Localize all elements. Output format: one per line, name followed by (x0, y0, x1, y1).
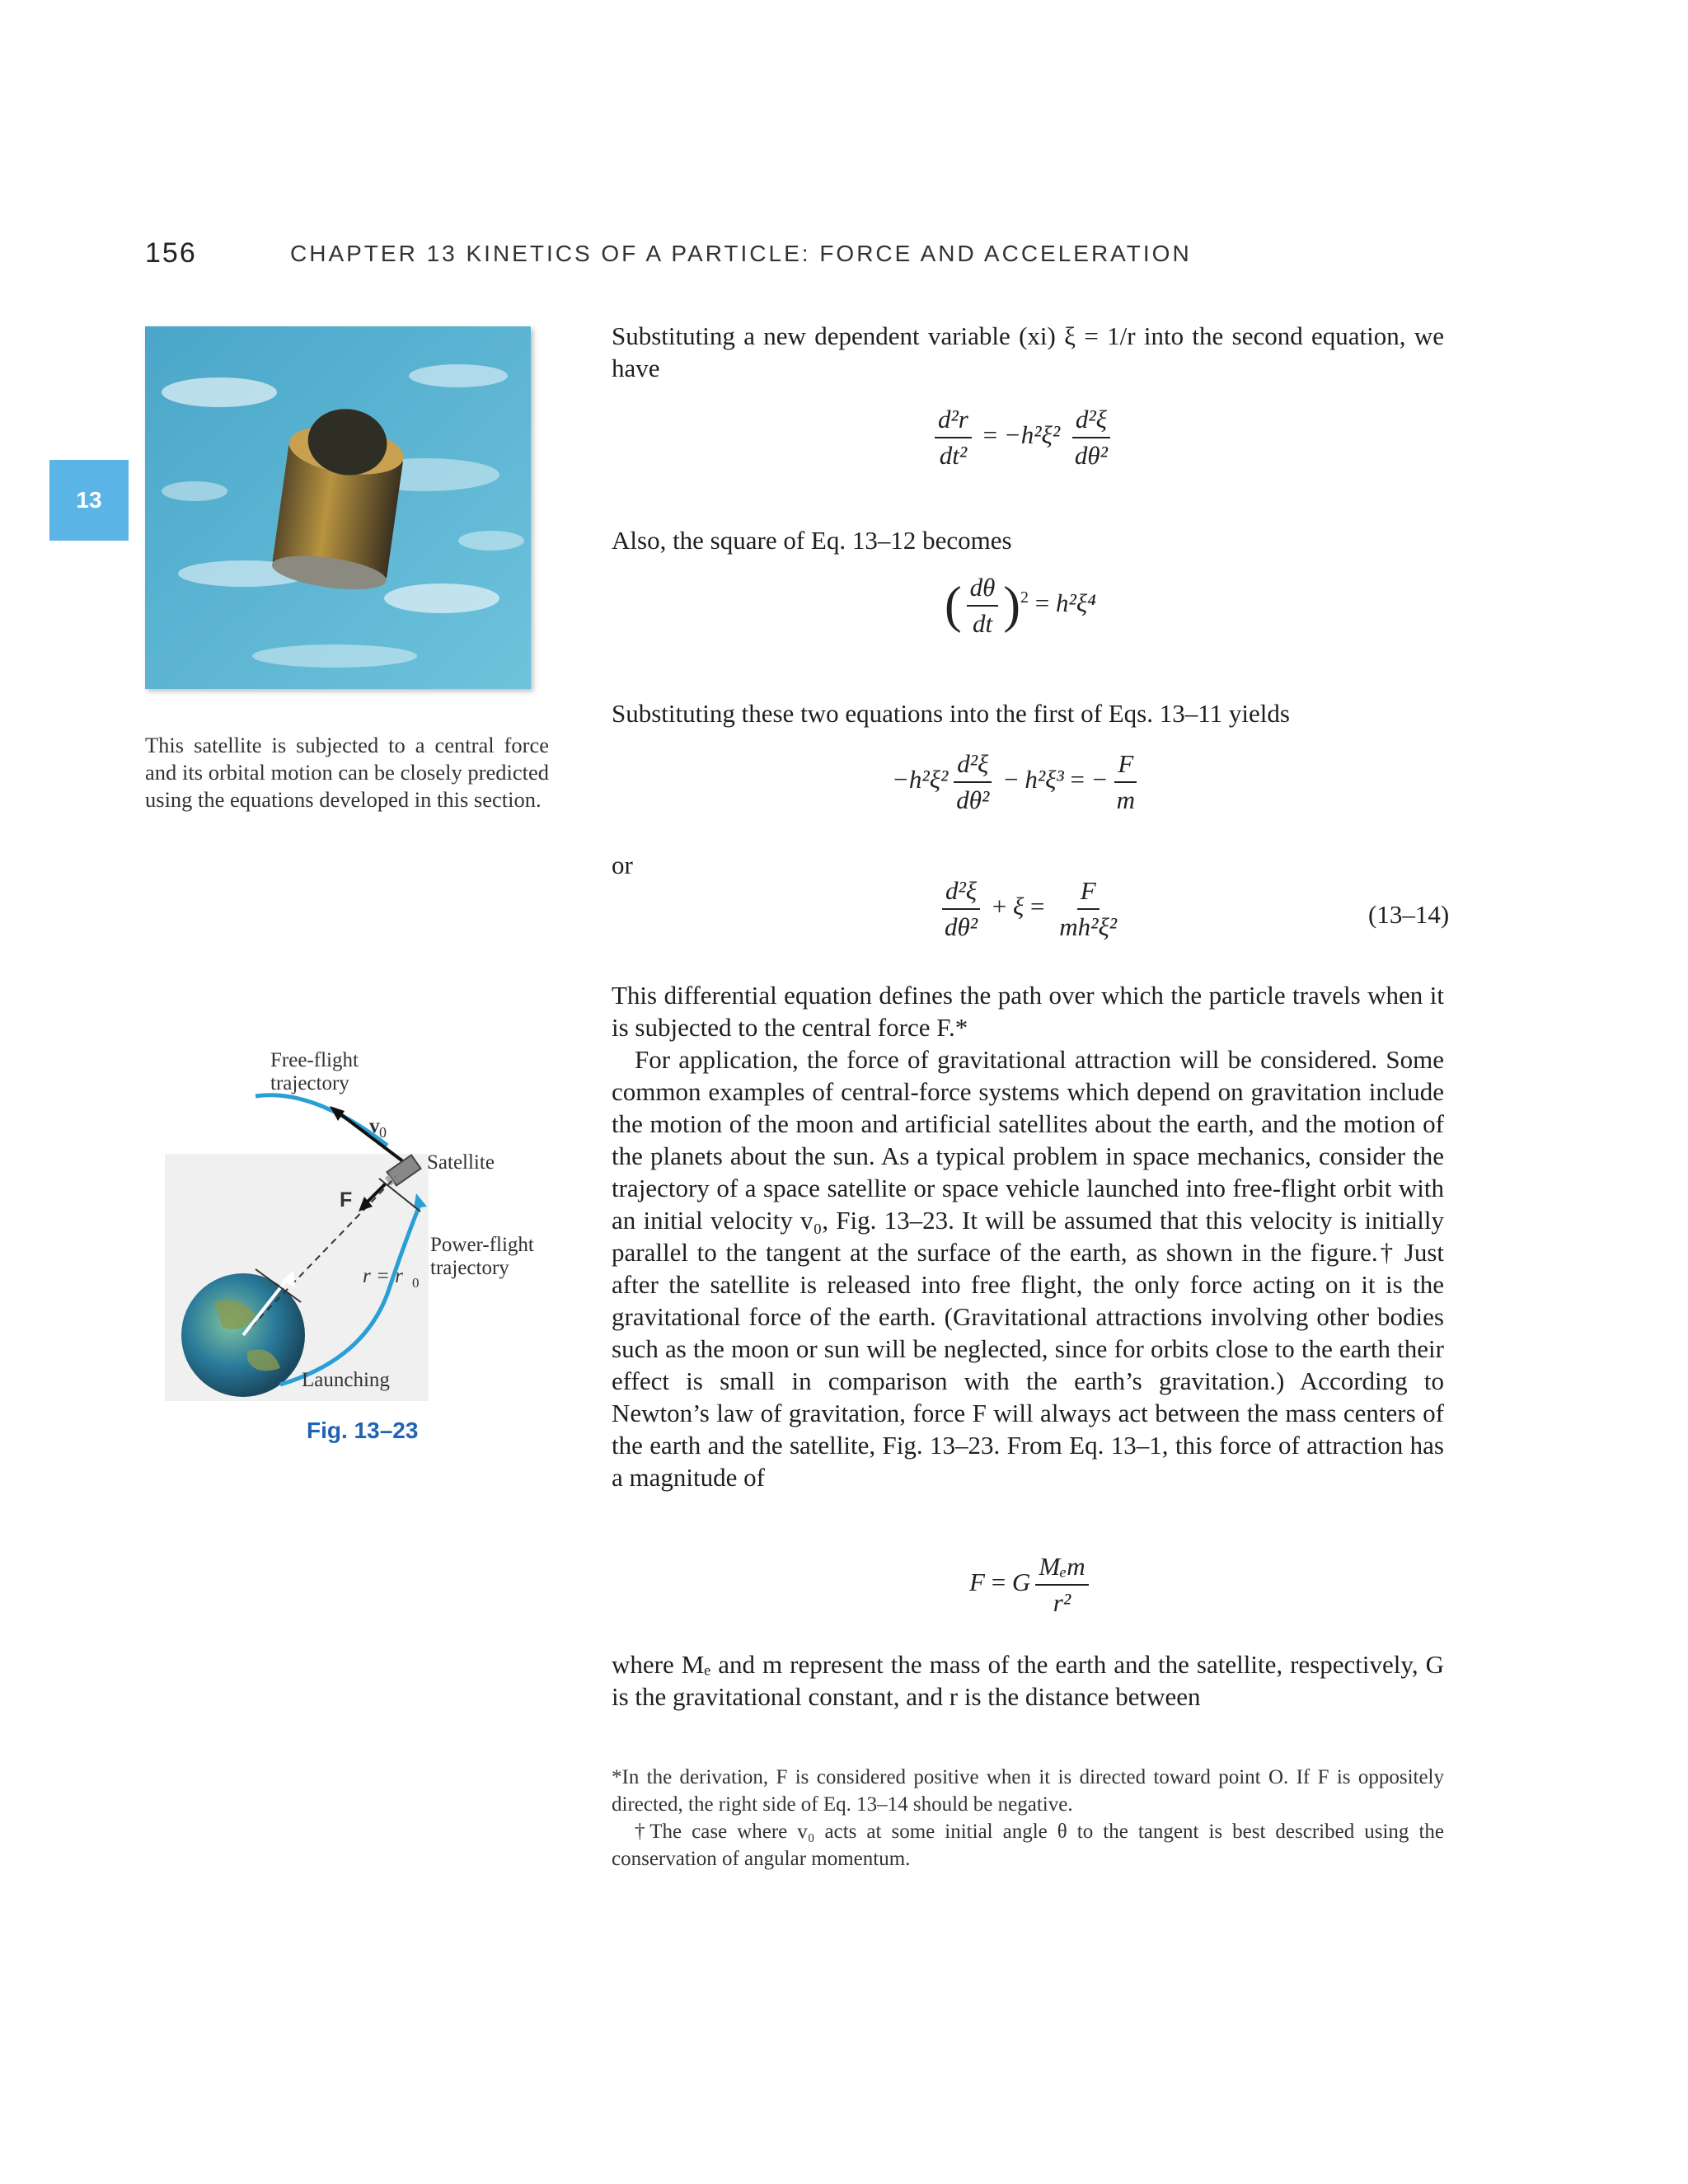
photo-caption: This satellite is subjected to a central force and its orbital motion can be closely predicted using the equations developed in this section. (145, 733, 549, 812)
equation-dtheta-squared: ( $\frac{d\theta}{dt}$ )$^2$ = h²ξ⁴ (945, 573, 1096, 638)
free-flight-label-2: trajectory (270, 1072, 349, 1094)
paragraph-1: Substituting a new dependent variable (xi) ξ = 1/r into the second equation, we have (612, 321, 1444, 382)
power-flight-label-2: trajectory (430, 1257, 509, 1279)
chapter-tab: 13 (49, 460, 129, 541)
force-label: F (340, 1188, 353, 1212)
power-flight-label-1: Power-flight (430, 1234, 534, 1256)
paragraph-2: Also, the square of Eq. 13–12 becomes (612, 526, 1012, 555)
satellite-photo (145, 326, 531, 689)
paragraph-4: This differential equation defines the path over which the particle travels when it is subjected to the central force F.* (612, 981, 1444, 1042)
equation-d2r: $\frac{\text{d²r}}{\text{dt²}}$ = −h²ξ² $\frac{\text{d²ξ}}{\text{dθ²}}$ (930, 404, 1116, 471)
radius-subscript: 0 (412, 1275, 420, 1291)
equation-newton-gravitation: F = G $\frac{\text{Mₑm}}{\text{r²}}$ (969, 1551, 1094, 1619)
v0-subscript: 0 (379, 1124, 387, 1141)
v0-label: v (369, 1115, 380, 1137)
paragraph-5: For application, the force of gravitational attraction will be considered. Some common examples of central-force systems which depend on gravitation include the motion of the moon and artificial satellites about the earth, and the motion of the planets about the sun. As a typical problem in space mechanics, consider the trajectory of a space satellite or space vehicle launched into free-flight orbit with an initial velocity v₀, Fig. 13–23. It will be assumed that this velocity is initially parallel to the tangent at the surface of the earth, as shown in the figure.† Just after the satellite is released into free flight, the only force acting on it is the gravitational force of the earth. (Gravitational attractions involving other bodies such as the moon or sun will be neglected, since for orbits close to the earth their effect is small in comparison with the earth’s gravitation.) According to Newton’s law of gravitation, force F will always act between the mass centers of the earth and the satellite, Fig. 13–23. From Eq. 13–1, this force of attraction has a magnitude of (612, 1045, 1444, 1492)
paragraph-6: where Mₑ and m represent the mass of the earth and the satellite, respectively, G is the gravitational constant, and r is the distance between (612, 1650, 1444, 1711)
running-title: CHAPTER 13 KINETICS OF A PARTICLE: FORCE AND ACCELERATION (290, 241, 1192, 266)
figure-caption: Fig. 13–23 (307, 1418, 419, 1443)
footnote-1: *In the derivation, F is considered positive when it is directed toward point O. If F is oppositely directed, the right side of Eq. 13–14 should be negative. (612, 1766, 1444, 1816)
or-text: or (612, 851, 633, 879)
paragraph-3: Substituting these two equations into the first of Eqs. 13–11 yields (612, 699, 1290, 728)
radius-label: r = r (363, 1265, 403, 1287)
free-flight-trajectory (256, 1095, 387, 1146)
equation-substituted: −h²ξ² $\frac{\text{d²ξ}}{\text{dθ²}}$ − h²ξ³ = − $\frac{F}{m}$ (892, 748, 1143, 816)
free-flight-label-1: Free-flight (270, 1049, 359, 1071)
footnote-2: †The case where v₀ acts at some initial angle θ to the tangent is best described using the conservation of angular momentum. (612, 1821, 1444, 1870)
launching-label: Launching (302, 1369, 390, 1391)
satellite-label: Satellite (427, 1151, 495, 1174)
equation-13-14: $\frac{\text{d²ξ}}{\text{dθ²}}$ + ξ = $\frac{F}{\text{mh²ξ²}}$ (936, 875, 1125, 943)
figure-13-23 (157, 1030, 569, 1409)
equation-number: (13–14) (1368, 900, 1450, 929)
page-number: 156 (145, 237, 197, 269)
